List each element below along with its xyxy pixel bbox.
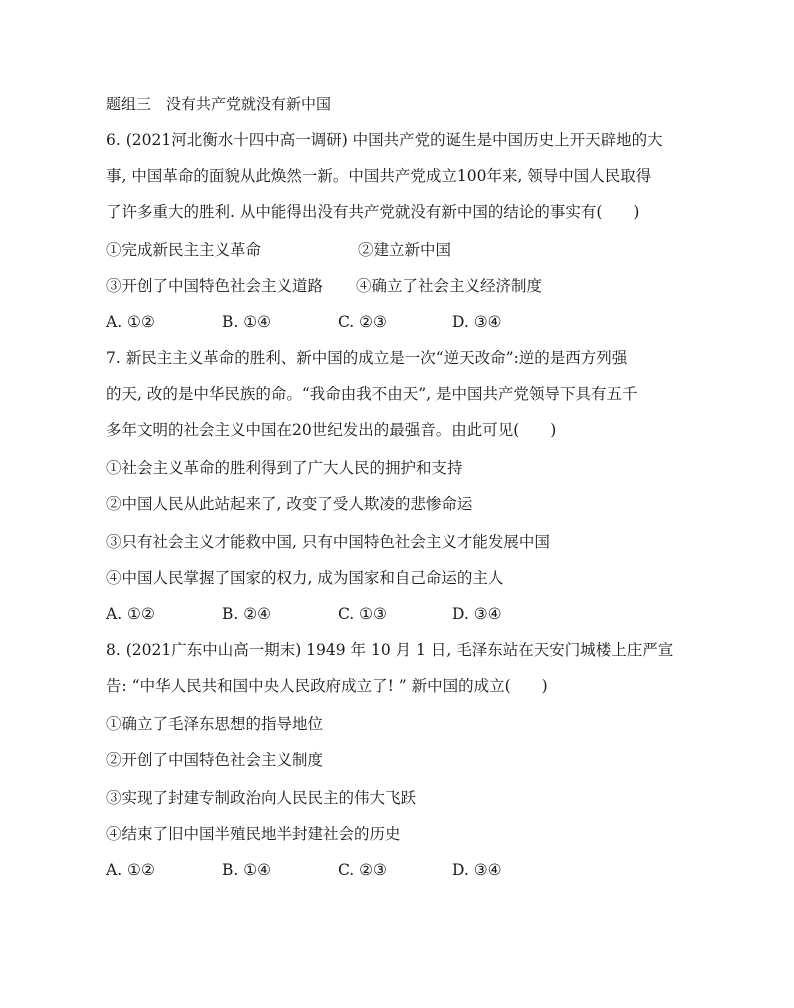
q6-statements-row-2: [106, 276, 666, 296]
q7-options: [106, 604, 666, 624]
q6-options: [106, 312, 666, 332]
q6-statement-4: ④确立了社会主义经济制度: [356, 277, 543, 295]
q6-statement-3: ③开创了中国特色社会主义道路: [106, 277, 324, 295]
q8-options: [106, 860, 666, 880]
q6-stem-line-1: 6. (2021河北衡水十四中高一调研) 中国共产党的诞生是中国历史上开天辟地的大: [106, 131, 663, 149]
q7-option-c: C. ①③: [338, 605, 387, 623]
q7-option-a: A. ①②: [106, 605, 155, 623]
q7-stem-line-1: 7. 新民主主义革命的胜利、新中国的成立是一次“逆天改命”:逆的是西方列强: [106, 349, 628, 367]
q6-statements-row-1: [106, 240, 666, 260]
q6-stem-line-2: 事, 中国革命的面貌从此焕然一新。中国共产党成立100年来, 领导中国人民取得: [106, 167, 652, 185]
q8-option-c: C. ②③: [338, 861, 387, 879]
q8-option-a: A. ①②: [106, 861, 155, 879]
q8-statement-4: ④结束了旧中国半殖民地半封建社会的历史: [106, 825, 401, 843]
q8-option-b: B. ①④: [222, 861, 272, 879]
q8-option-d: D. ③④: [452, 861, 502, 879]
q6-option-a: A. ①②: [106, 313, 155, 331]
q6-statement-1: ①完成新民主主义革命: [106, 241, 262, 259]
q6-stem-line-3: 了许多重大的胜利. 从中能得出没有共产党就没有新中国的结论的事实有( ): [106, 203, 640, 221]
q8-stem-line-1: 8. (2021广东中山高一期末) 1949 年 10 月 1 日, 毛泽东站在天安门城楼上庄严宣: [106, 641, 674, 659]
q7-statement-2: ②中国人民从此站起来了, 改变了受人欺凌的悲惨命运: [106, 495, 473, 513]
q7-stem-line-2: 的天, 改的是中华民族的命。“我命由我不由天”, 是中国共产党领导下具有五千: [106, 385, 638, 403]
q8-statement-3: ③实现了封建专制政治向人民民主的伟大飞跃: [106, 789, 417, 807]
q7-option-d: D. ③④: [452, 605, 502, 623]
section-title: 题组三 没有共产党就没有新中国: [106, 95, 332, 113]
q7-statement-3: ③只有社会主义才能救中国, 只有中国特色社会主义才能发展中国: [106, 533, 550, 551]
q6-option-d: D. ③④: [452, 313, 502, 331]
q6-option-c: C. ②③: [338, 313, 387, 331]
q8-statement-2: ②开创了中国特色社会主义制度: [106, 751, 324, 769]
q8-statement-1: ①确立了毛泽东思想的指导地位: [106, 715, 324, 733]
q7-stem-line-3: 多年文明的社会主义中国在20世纪发出的最强音。由此可见( ): [106, 421, 557, 439]
q7-statement-1: ①社会主义革命的胜利得到了广大人民的拥护和支持: [106, 459, 463, 477]
q6-statement-2: ②建立新中国: [358, 241, 452, 259]
q7-statement-4: ④中国人民掌握了国家的权力, 成为国家和自己命运的主人: [106, 569, 504, 587]
q8-stem-line-2: 告: “中华人民共和国中央人民政府成立了! ” 新中国的成立( ): [106, 677, 548, 695]
q6-option-b: B. ①④: [222, 313, 272, 331]
q7-option-b: B. ②④: [222, 605, 272, 623]
